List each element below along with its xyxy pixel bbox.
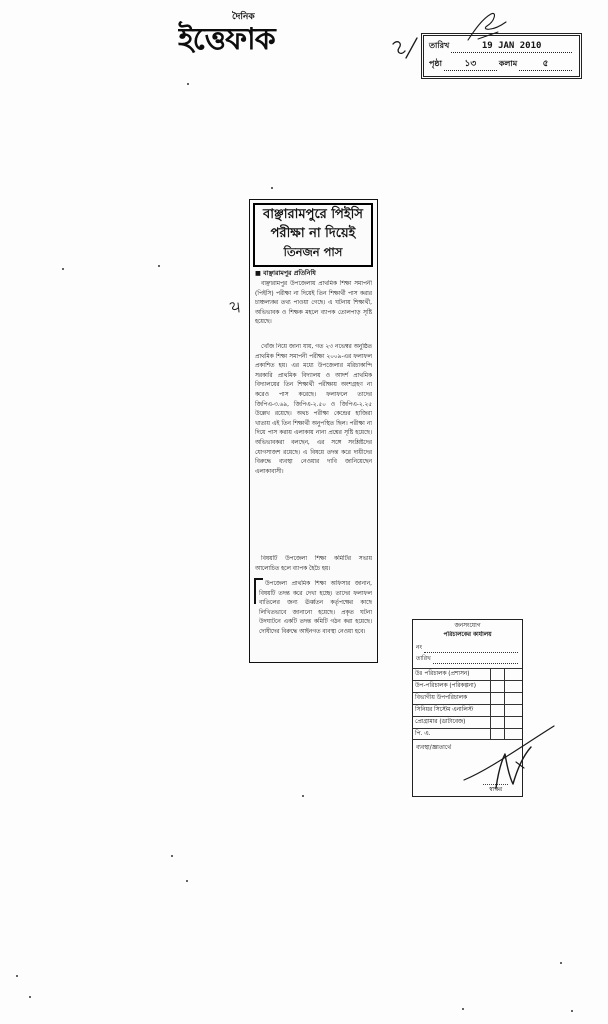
slip-date-label: তারিখ xyxy=(416,656,431,662)
newspaper-clipping xyxy=(249,199,378,663)
scan-speck xyxy=(186,880,188,882)
article-paragraph: উপজেলা প্রাথমিক শিক্ষা অফিসার জানান, বিষয়টি তদন্ত করে দেখা হচ্ছে। তাদের ফলাফল বাতিলের জন্য ঊর্ধ্বতন কর্তৃপক্ষের কাছে লিখিতভাবে জানানো হয়েছে। প্রকৃত ঘটনা উদঘাটনে একটি তদন্ত কমিটি গঠন করা হয়েছে। দোষীদের বিরুদ্ধে আইনগত ব্যবস্থা নেওয়া হবে। xyxy=(259,581,372,635)
recipient-checkbox xyxy=(504,693,522,704)
handwritten-initials xyxy=(464,10,510,44)
stamp-page-row xyxy=(429,58,574,71)
recipient-label: প্রোগ্রামার (ডাটাবেজ) xyxy=(415,719,466,725)
headline-box xyxy=(253,203,373,267)
recipient-label: পি. এ. xyxy=(415,731,431,737)
scan-speck xyxy=(158,265,160,267)
headline-line: পরীক্ষা না দিয়েই xyxy=(270,226,356,241)
scan-speck xyxy=(560,962,562,964)
stamp-page-label: পৃষ্ঠা xyxy=(429,59,442,68)
recipient-checkbox xyxy=(504,681,522,692)
article-paragraph: খোঁজ নিয়ে জানা যায়, গত ২৩ নভেম্বর অনুষ্ঠিত প্রাথমিক শিক্ষা সমাপনী পরীক্ষা ২০০৯-এর ফলাফল প্রকাশিত হয়। এর মধ্যে উপজেলার মরিচাকান্দি সরকারি প্রাথমিক বিদ্যালয় ও আদর্শ প্রাথমিক বিদ্যালয়ের তিন শিক্ষার্থী পরীক্ষায় অংশগ্রহণ না করেও পাস করেছে। ফলাফলে তাদের জিপিএ-৩.৬৯, জিপিএ-২.৫০ ও জিপিএ-২.২৫ উল্লেখ রয়েছে। অথচ পরীক্ষা কেন্দ্রের হাজিরা খাতায় এই তিন শিক্ষার্থী অনুপস্থিত ছিল। পরীক্ষা না দিয়ে পাস করায় এলাকায় নানা প্রশ্নের সৃষ্টি হয়েছে। অভিভাবকরা বলছেন, এর সঙ্গে সংশ্লিষ্টদের যোগসাজশ রয়েছে। এ বিষয়ে তদন্ত করে দায়ীদের বিরুদ্ধে ব্যবস্থা নেওয়ার দাবি জানিয়েছেন এলাকাবাসী। xyxy=(255,344,372,475)
recipient-checkbox xyxy=(490,705,504,716)
scan-speck xyxy=(271,187,273,189)
stamp-page-value: ১৩ xyxy=(444,59,497,71)
recipient-checkbox xyxy=(504,705,522,716)
scan-speck xyxy=(187,83,189,85)
table-row xyxy=(413,668,522,680)
recipient-label: উঃ পরিচালক (প্রশাসন) xyxy=(415,671,470,677)
headline-line: বাঞ্ছারামপুরে পিইসি xyxy=(263,207,363,222)
article-paragraph: বিষয়টি উপজেলা শিক্ষা কমিটির সভায় আলোচিত হলে ব্যাপক হৈচৈ হয়। xyxy=(255,556,372,572)
article-paragraph: বাঞ্ছারামপুর উপজেলায় প্রাথমিক শিক্ষা সমাপনী (পিইসি) পরীক্ষা না দিয়েই তিন শিক্ষার্থী পাস করার চাঞ্চল্যকর তথ্য পাওয়া গেছে। এ ঘটনায় শিক্ষার্থী, অভিভাবক ও শিক্ষক মহলে ব্যাপক তোলপাড় সৃষ্টি হয়েছে। xyxy=(255,281,372,326)
recipient-label: উপ-পরিচালক (পরিকল্পনা) xyxy=(415,683,476,689)
slip-action-label: ব্যবস্থা/জ্ঞাতার্থে xyxy=(416,745,451,751)
slip-number-dots xyxy=(424,645,518,653)
recipient-checkbox xyxy=(490,681,504,692)
stamp-date-value: 19 JAN 2010 xyxy=(451,41,572,53)
masthead-title: ইত্তেফাক xyxy=(178,22,275,57)
stamp-column-label: কলাম xyxy=(498,59,518,68)
slip-header: জনসংযোগ xyxy=(454,623,481,629)
recipient-checkbox xyxy=(490,693,504,704)
headline-line: তিনজন পাস xyxy=(283,245,343,259)
slip-date-row xyxy=(416,655,518,664)
stamp-date-label: তারিখ xyxy=(429,41,450,50)
recipient-checkbox xyxy=(504,669,522,680)
table-row xyxy=(413,692,522,704)
recipient-label: সিনিয়র সিস্টেম এনালিস্ট xyxy=(415,707,473,713)
margin-mark xyxy=(228,300,242,314)
scan-speck xyxy=(171,855,173,857)
table-row xyxy=(413,704,522,716)
slip-header: পরিচালকের কার্যালয় xyxy=(443,632,492,638)
scan-speck xyxy=(29,996,31,998)
slip-date-dots xyxy=(433,656,518,664)
byline: ■ বাঞ্ছারামপুর প্রতিনিধি xyxy=(255,270,316,277)
handwritten-mark xyxy=(390,35,420,61)
masthead-prefix: দৈনিক xyxy=(232,12,255,22)
scan-speck xyxy=(62,268,64,270)
scan-speck xyxy=(462,1008,464,1010)
scan-speck xyxy=(16,975,18,977)
scan-speck xyxy=(571,1010,573,1012)
stamp-column-value: ৫ xyxy=(519,59,572,71)
slip-signature-label: স্বাক্ষর xyxy=(483,784,508,795)
handwritten-signature xyxy=(458,718,558,792)
scan-speck xyxy=(302,795,304,797)
slip-number-label: নং xyxy=(416,645,422,651)
slip-number-row xyxy=(416,644,518,653)
table-row xyxy=(413,680,522,692)
recipient-label: বিভাগীয় উপপরিচালক xyxy=(415,695,468,701)
recipient-checkbox xyxy=(490,669,504,680)
